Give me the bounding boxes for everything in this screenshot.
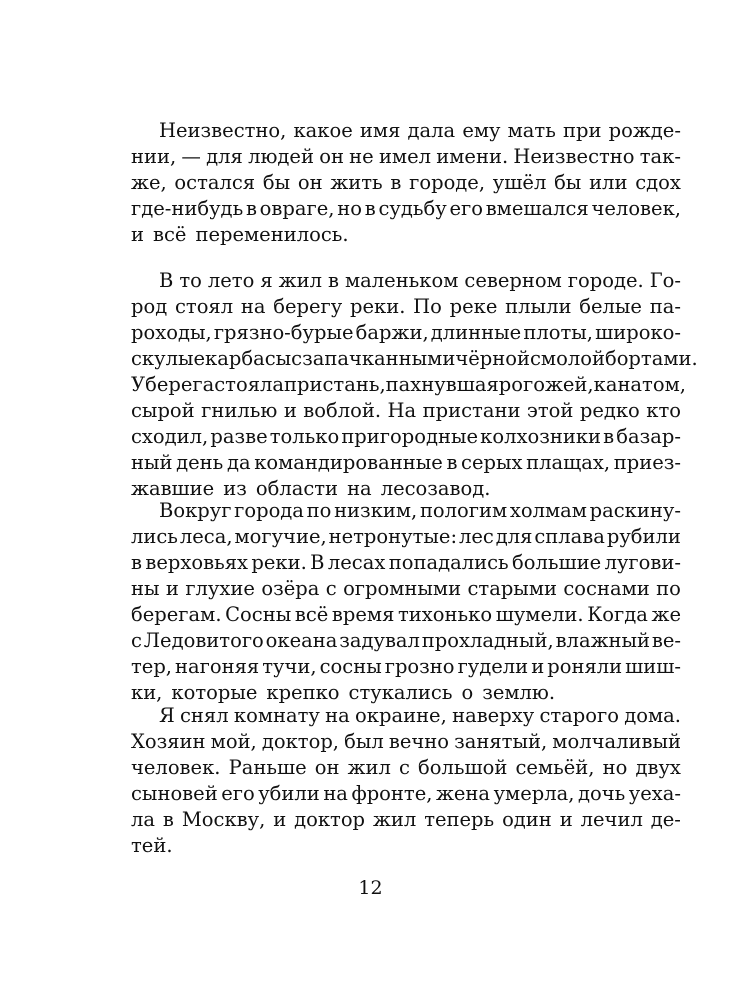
page-number: 12 — [358, 877, 383, 899]
paragraph — [131, 118, 681, 248]
text-line: и всё переменилось. — [131, 223, 349, 246]
text-line: где-нибудь в овраге, но в судьбу его вмешался человек, — [131, 197, 681, 220]
text-line: род стоял на берегу реки. По реке плыли белые па- — [131, 295, 681, 318]
text-line: сыновей его убили на фронте, жена умерла, дочь уеха- — [131, 782, 681, 805]
text-line: ки, которые крепко стукались о землю. — [131, 681, 556, 704]
text-line: тей. — [131, 834, 173, 857]
text-line: сырой гнилью и воблой. На пристани этой редко кто — [131, 399, 681, 422]
text-line: роходы, грязно-бурые баржи, длинные плоты, широко- — [131, 321, 681, 344]
text-line: жавшие из области на лесозавод. — [131, 477, 491, 500]
text-line: тер, нагоняя тучи, сосны грозно гудели и роняли шиш- — [131, 655, 681, 678]
paragraph — [131, 703, 681, 859]
text-line: в верховьях реки. В лесах попадались большие лугови- — [131, 551, 681, 574]
text-line: человек. Раньше он жил с большой семьёй, но двух — [131, 756, 681, 779]
text-line: с Ледовитого океана задувал прохладный, влажный ве- — [131, 629, 681, 652]
text-line: Хозяин мой, доктор, был вечно занятый, молчаливый — [131, 730, 681, 753]
text-line: У берега стояла пристань, пахнувшая рогожей, канатом, — [131, 373, 686, 396]
text-line: Я снял комнату на окраине, наверху старого дома. — [159, 704, 681, 727]
paragraph — [131, 498, 681, 706]
text-line: ны и глухие озёра с огромными старыми соснами по — [131, 577, 681, 600]
text-line: же, остался бы он жить в городе, ушёл бы или сдох — [131, 171, 681, 194]
text-line: сходил, разве только пригородные колхозники в базар- — [131, 425, 681, 448]
text-line: В то лето я жил в маленьком северном городе. Го- — [159, 269, 681, 292]
text-line: ный день да командированные в серых плащах, приез- — [131, 451, 681, 474]
text-line: берегам. Сосны всё время тихонько шумели. Когда же — [131, 603, 681, 626]
text-line: лись леса, могучие, нетронутые: лес для сплава рубили — [131, 525, 681, 548]
text-line: скулые карбасы с запачканными чёрной смолой бортами. — [131, 347, 698, 370]
text-line: ла в Москву, и доктор жил теперь один и лечил де- — [131, 808, 681, 831]
text-line: Вокруг города по низким, пологим холмам раскину- — [159, 499, 681, 522]
text-line: Неизвестно, какое имя дала ему мать при рожде- — [159, 119, 681, 142]
paragraph — [131, 268, 698, 502]
text-line: нии, — для людей он не имел имени. Неизвестно так- — [131, 145, 681, 168]
